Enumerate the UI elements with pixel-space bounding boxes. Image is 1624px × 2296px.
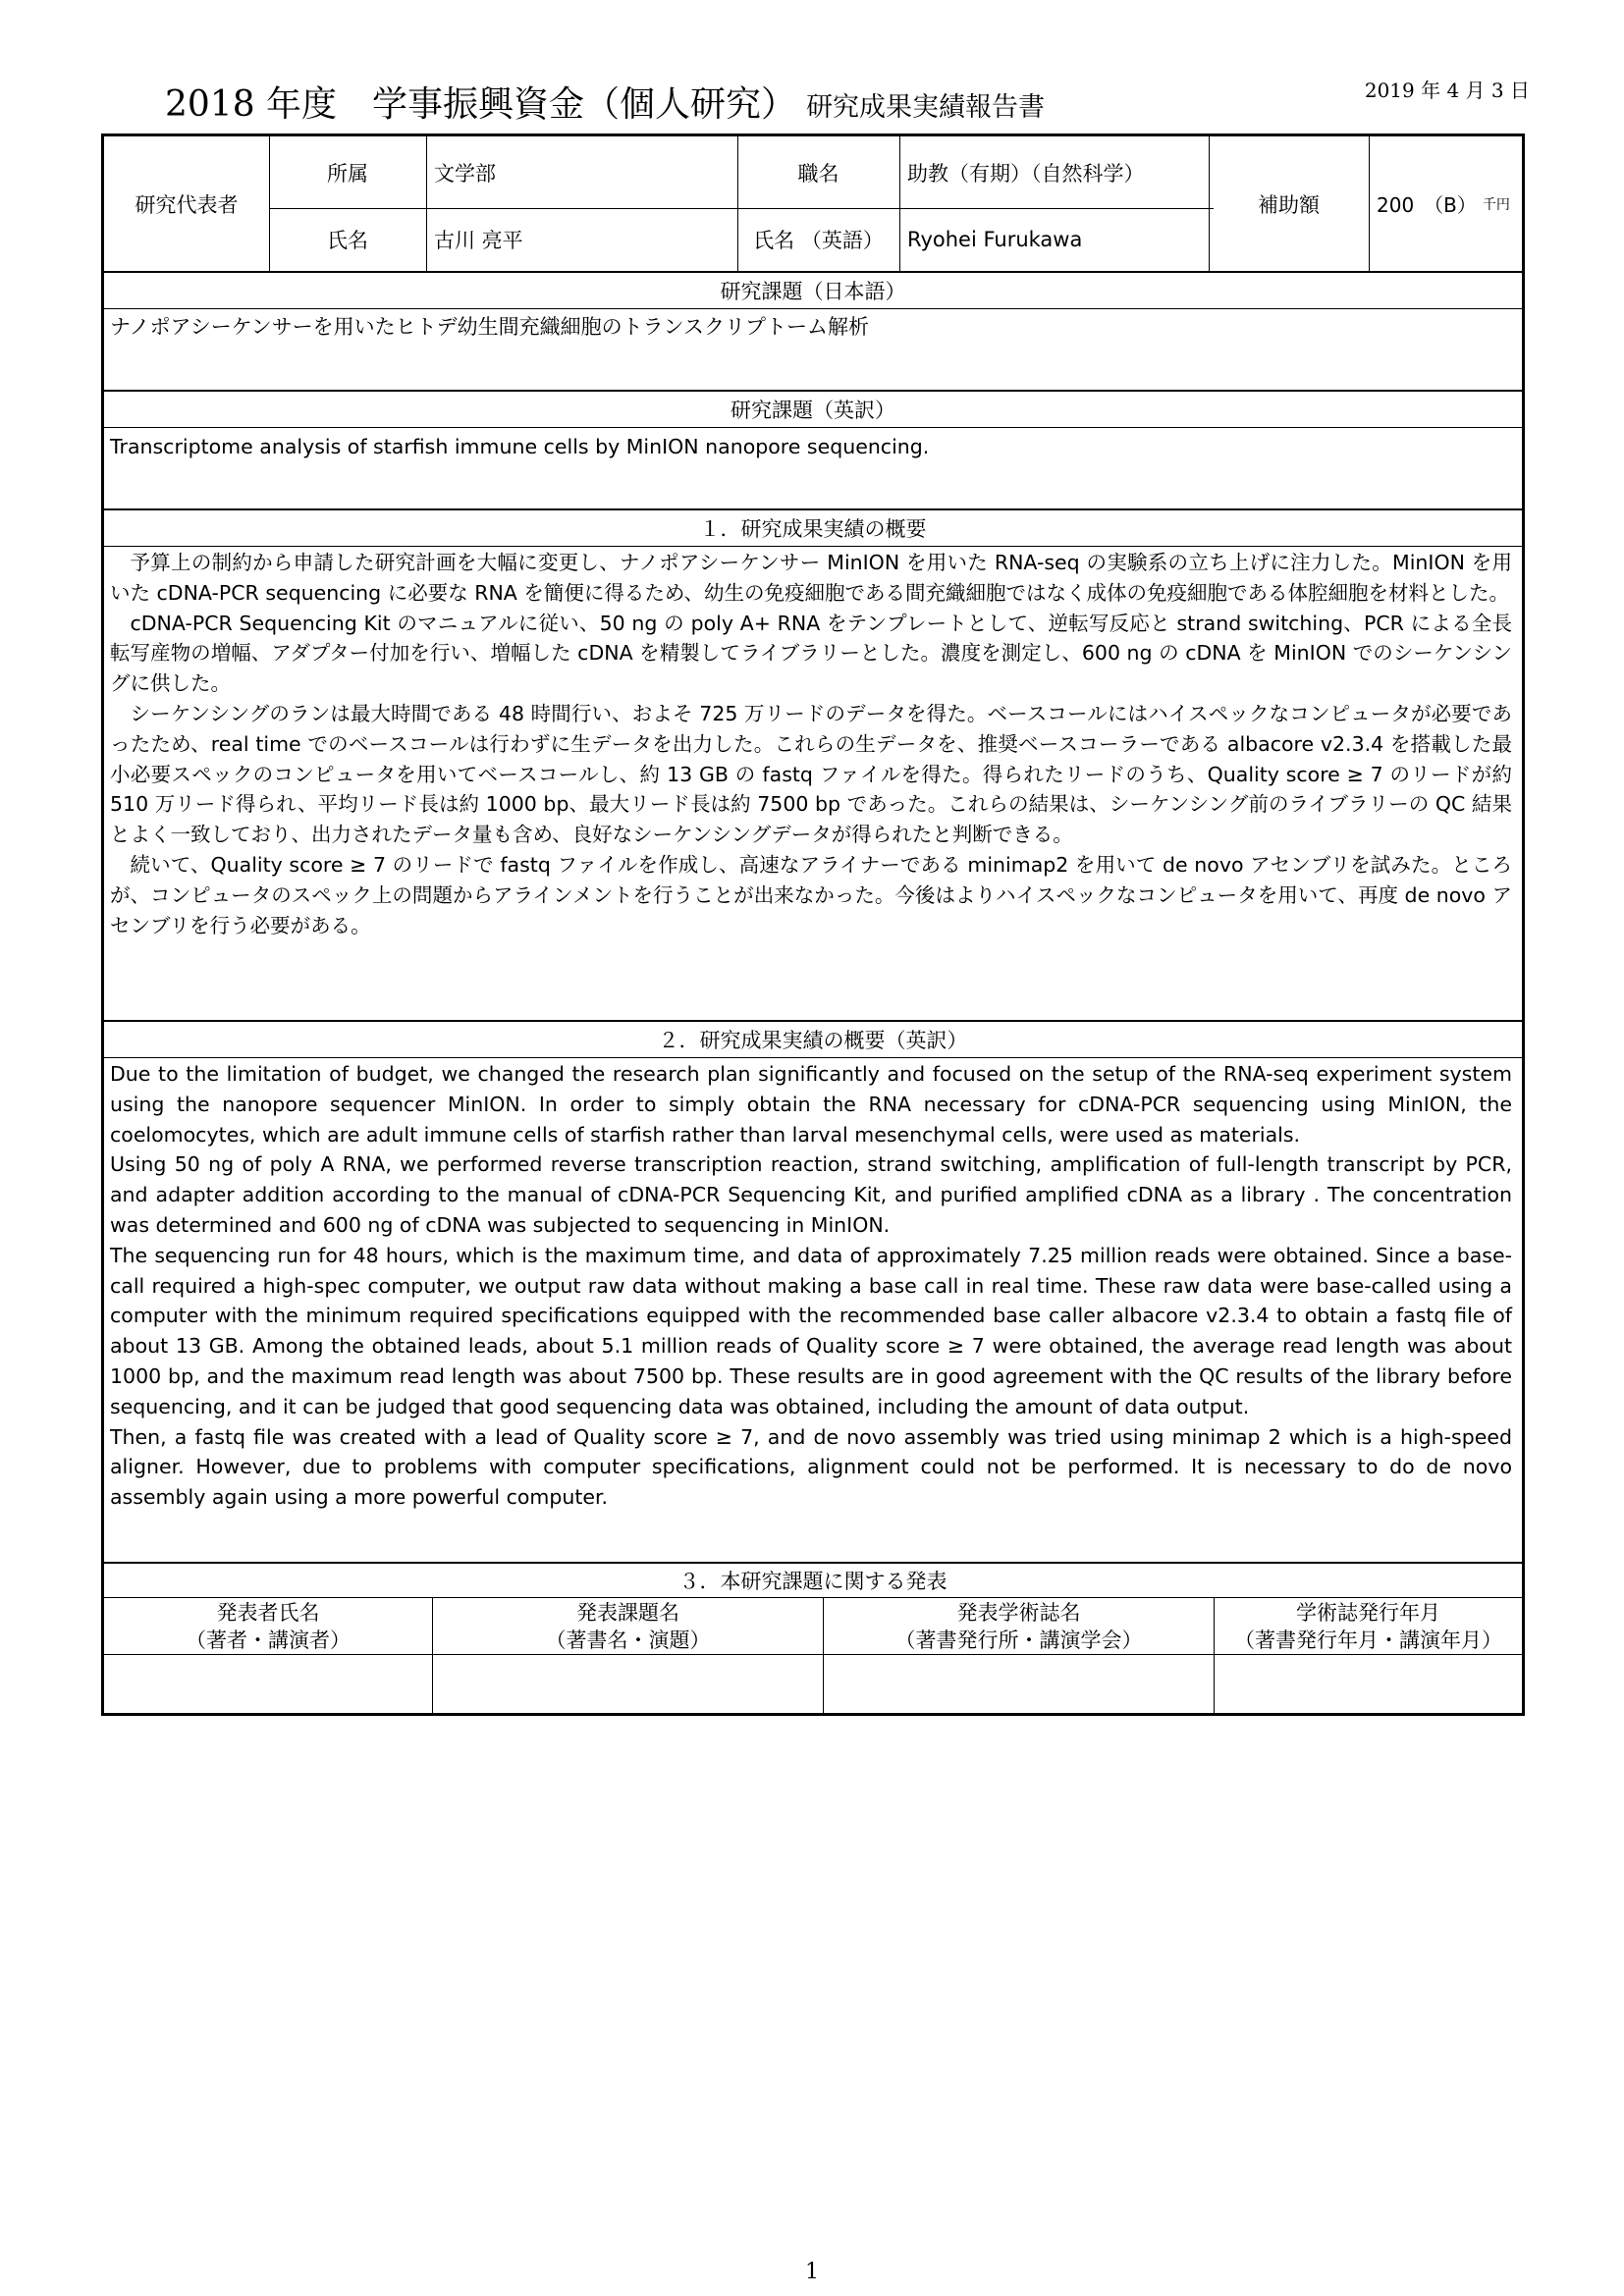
publication-column-date <box>1215 1598 1522 1654</box>
summary-ja-paragraph: cDNA-PCR Sequencing Kit のマニュアルに従い、50 ng の poly A+ RNA をテンプレートとして、逆転写反応と strand switching、PCR による全長転写産物の増幅、アダプター付加を行い、増幅した cDNA を精製してライブラリーとした。濃度を測定し、600 ng の cDNA を MinION でのシーケンシングに供した。 <box>110 611 1512 696</box>
summary-ja-paragraph: 続いて、Quality score ≥ 7 のリードで fastq ファイルを作成し、高速なアライナーである minimap2 を用いて de novo アセンブリを試みた。ところが、コンピュータのスペック上の問題からアラインメントを行うことが出来なかった。今後はよりハイスペックなコンピュータを用いて、再度 de novo アセンブリを行う必要がある。 <box>110 852 1512 937</box>
divider <box>104 427 1522 428</box>
summary-en-body <box>110 1059 1512 1513</box>
topic-ja-text: ナノポアシーケンサーを用いたヒトデ幼生間充織細胞のトランスクリプトーム解析 <box>110 315 870 339</box>
affiliation-value: 文学部 <box>434 161 496 186</box>
column-title: 発表学術誌名 <box>956 1600 1081 1625</box>
representative-label: 研究代表者 <box>135 192 239 217</box>
publications-heading: ３．本研究課題に関する発表 <box>678 1569 947 1593</box>
publication-column-journal <box>824 1598 1214 1654</box>
topic-en-text: Transcriptome analysis of starfish immune cells by MinION nanopore sequencing. <box>110 435 930 458</box>
grant-unit: 千円 <box>1482 196 1510 213</box>
summary-en-heading: ２．研究成果実績の概要（英訳） <box>658 1028 968 1052</box>
topic-ja-heading: 研究課題（日本語） <box>720 279 906 303</box>
topic-en-heading: 研究課題（英訳） <box>731 398 895 422</box>
divider <box>104 1654 1522 1655</box>
publication-column-author <box>104 1598 432 1654</box>
grant-label: 補助額 <box>1258 192 1320 217</box>
title-main: 2018 年度 学事振興資金（個人研究） <box>165 84 797 125</box>
name-en-label: 氏名 （英語） <box>753 229 884 252</box>
column-subtitle: （著書発行所・講演学会） <box>894 1628 1143 1652</box>
summary-ja-paragraph: 予算上の制約から申請した研究計画を大幅に変更し、ナノポアシーケンサー MinION を用いた RNA-seq の実験系の立ち上げに注力した。MinION を用いた cDNA-PCR sequencing に必要な RNA を簡便に得るため、幼生の免疫細胞である間充織細胞ではなく成体の免疫細胞である体腔細胞を材料とした。 <box>110 551 1512 605</box>
divider <box>104 546 1522 547</box>
column-title: 発表者氏名 <box>216 1600 320 1625</box>
publication-column-title <box>433 1598 823 1654</box>
affiliation-label: 所属 <box>327 161 368 186</box>
report-form <box>101 133 1525 1716</box>
column-title: 学術誌発行年月 <box>1296 1600 1440 1625</box>
column-subtitle: （著者・講演者） <box>186 1628 351 1652</box>
page-number: 1 <box>805 2260 819 2284</box>
summary-en-paragraph: Due to the limitation of budget, we changed the research plan significantly and focused on the setup of the RNA-seq experiment system using the nanopore sequencer MinION. In order to simply obtain the RNA necessary for cDNA-PCR sequencing using MinION, the coelomocytes, which are adult immune cells of starfish rather than larval mesenchymal cells, were used as materials. <box>110 1062 1512 1147</box>
summary-en-paragraph: The sequencing run for 48 hours, which is the maximum time, and data of approximately 7.25 million reads were obtained. Since a base-call required a high-spec computer, we output raw data without making a base call in real time. These raw data were base-called using a computer with the minimum required specifications equipped with the recommended base caller albacore v2.3.4 to obtain a fastq file of about 13 GB. Among the obtained leads, about 5.1 million reads of Quality score ≥ 7 were obtained, the average read length was about 1000 bp, and the maximum read length was about 7500 bp. These results are in good agreement with the QC results of the library before sequencing, and it can be judged that good sequencing data was obtained, including the amount of data output. <box>110 1243 1512 1418</box>
summary-ja-body <box>110 548 1512 940</box>
name-en-value: Ryohei Furukawa <box>907 228 1083 251</box>
column-title: 発表課題名 <box>576 1600 679 1625</box>
column-subtitle: （著書発行年月・講演年月） <box>1234 1628 1502 1652</box>
summary-ja-paragraph: シーケンシングのランは最大時間である 48 時間行い、およそ 725 万リードのデータを得た。ベースコールにはハイスペックなコンピュータが必要であったため、real time でのベースコールは行わずに生データを出力した。これらの生データを、推奨ベースコーラーである albacore v2.3.4 を搭載した最小必要スペックのコンピュータを用いてベースコールし、約 13 GB の fastq ファイルを得た。得られたリードのうち、Quality score ≥ 7 のリードが約 510 万リード得られ、平均リード長は約 1000 bp、最大リード長は約 7500 bp であった。これらの結果は、シーケンシング前のライブラリーの QC 結果とよく一致しており、出力されたデータ量も含め、良好なシーケンシングデータが得られたと判断できる。 <box>110 701 1512 847</box>
position-label: 職名 <box>797 161 839 186</box>
position-value: 助教（有期）（自然科学） <box>907 161 1145 186</box>
summary-en-paragraph: Then, a fastq file was created with a lead of Quality score ≥ 7, and de novo assembly was tried using minimap 2 which is a high-speed aligner. However, due to problems with computer specifications, alignment could not be performed. It is necessary to do de novo assembly again using a more powerful computer. <box>110 1424 1512 1510</box>
report-title <box>165 77 1045 127</box>
divider <box>104 308 1522 309</box>
report-date: 2019 年 4 月 3 日 <box>1364 79 1530 102</box>
grant-amount: 200 （B） <box>1377 193 1477 217</box>
summary-ja-heading: １．研究成果実績の概要 <box>699 516 927 541</box>
column-subtitle: （著書名・演題） <box>545 1628 711 1652</box>
title-sub: 研究成果実績報告書 <box>806 92 1046 123</box>
summary-en-paragraph: Using 50 ng of poly A RNA, we performed reverse transcription reaction, strand switching, amplification of full-length transcript by PCR, and adapter addition according to the manual of cDNA-PCR Sequencing Kit, and purified amplified cDNA as a library . The concentration was determined and 600 ng of cDNA was subjected to sequencing in MinION. <box>110 1152 1512 1237</box>
divider <box>104 1057 1522 1058</box>
grant-value <box>1369 136 1522 271</box>
name-value: 古川 亮平 <box>434 229 523 252</box>
name-label: 氏名 <box>327 229 368 252</box>
